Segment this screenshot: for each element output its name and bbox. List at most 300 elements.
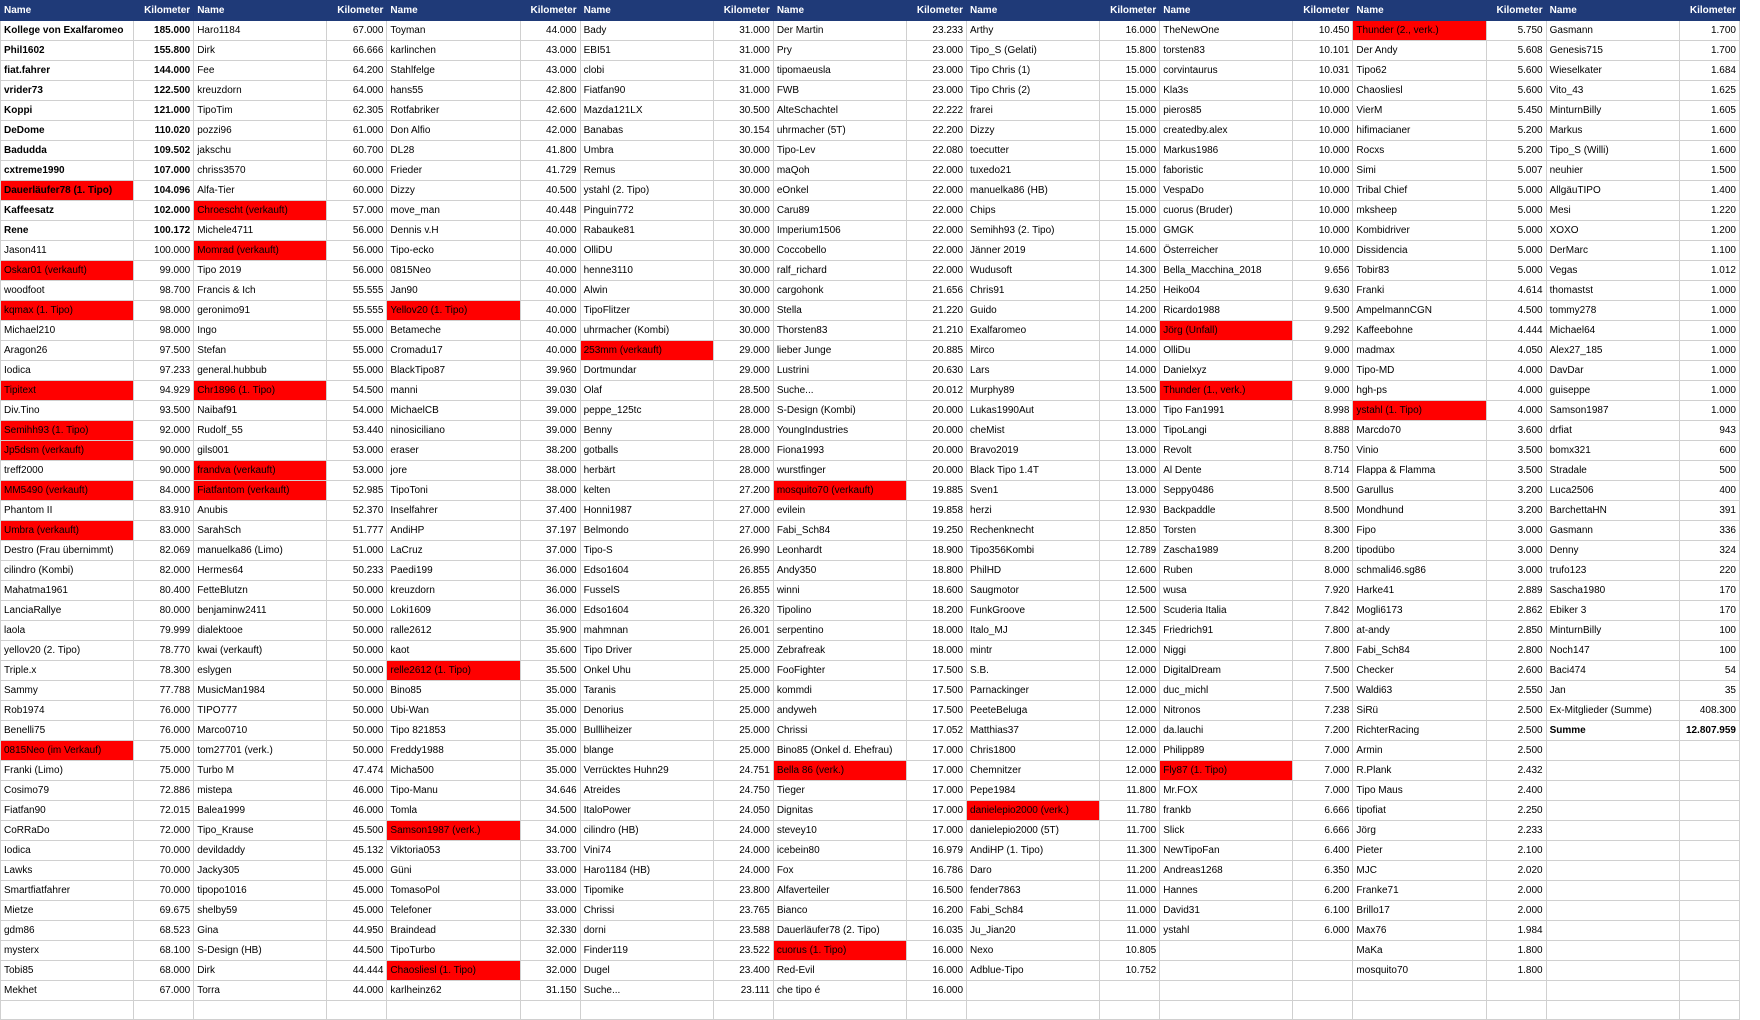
name-cell[interactable]: clobi [580,61,713,81]
name-cell[interactable] [194,1001,327,1020]
km-cell[interactable] [1679,801,1739,821]
name-cell[interactable]: treff2000 [1,461,134,481]
km-cell[interactable]: 51.000 [327,541,387,561]
km-cell[interactable]: 1.800 [1486,941,1546,961]
name-cell[interactable]: MinturnBilly [1546,621,1679,641]
km-cell[interactable]: 6.400 [1293,841,1353,861]
name-cell[interactable]: Smartfiatfahrer [1,881,134,901]
name-cell[interactable]: Chaosliesl [1353,81,1486,101]
name-cell[interactable]: vrider73 [1,81,134,101]
km-cell[interactable]: 12.789 [1100,541,1160,561]
km-cell[interactable]: 66.666 [327,41,387,61]
km-cell[interactable]: 22.200 [907,121,967,141]
name-cell[interactable]: Semihh93 (1. Tipo) [1,421,134,441]
km-cell[interactable]: 11.200 [1100,861,1160,881]
name-cell[interactable]: cuorus (Bruder) [1160,201,1293,221]
name-cell[interactable]: stevey10 [773,821,906,841]
km-cell[interactable]: 40.500 [520,181,580,201]
name-cell[interactable]: David31 [1160,901,1293,921]
name-cell[interactable]: thomastst [1546,281,1679,301]
km-cell[interactable]: 170 [1679,601,1739,621]
name-cell[interactable]: Güni [387,861,520,881]
name-cell[interactable]: wusa [1160,581,1293,601]
name-cell[interactable]: Stella [773,301,906,321]
km-cell[interactable]: 54 [1679,661,1739,681]
name-cell[interactable]: andyweh [773,701,906,721]
km-cell[interactable]: 336 [1679,521,1739,541]
km-cell[interactable]: 121.000 [134,101,194,121]
km-cell[interactable]: 61.000 [327,121,387,141]
km-cell[interactable]: 50.000 [327,641,387,661]
name-cell[interactable]: Dirk [194,961,327,981]
name-cell[interactable]: Mahatma1961 [1,581,134,601]
km-cell[interactable]: 5.600 [1486,61,1546,81]
name-cell[interactable]: kwai (verkauft) [194,641,327,661]
km-cell[interactable]: 12.000 [1100,661,1160,681]
name-cell[interactable]: yellov20 (2. Tipo) [1,641,134,661]
name-cell[interactable]: Fiona1993 [773,441,906,461]
km-cell[interactable]: 7.800 [1293,641,1353,661]
name-cell[interactable] [1546,801,1679,821]
km-cell[interactable]: 40.000 [520,261,580,281]
name-cell[interactable]: Mr.FOX [1160,781,1293,801]
km-cell[interactable]: 17.000 [907,741,967,761]
name-cell[interactable]: Rabauke81 [580,221,713,241]
km-cell[interactable]: 23.400 [713,961,773,981]
name-cell[interactable]: danielepio2000 (5T) [967,821,1100,841]
name-cell[interactable]: TipoTurbo [387,941,520,961]
name-cell[interactable]: cilindro (Kombi) [1,561,134,581]
name-cell[interactable]: cxtreme1990 [1,161,134,181]
km-cell[interactable]: 28.000 [713,401,773,421]
km-cell[interactable]: 13.000 [1100,441,1160,461]
km-cell[interactable]: 18.000 [907,641,967,661]
name-cell[interactable]: S-Design (Kombi) [773,401,906,421]
km-cell[interactable] [1679,981,1739,1001]
km-cell[interactable]: 100 [1679,641,1739,661]
name-cell[interactable]: fiat.fahrer [1,61,134,81]
km-cell[interactable]: 94.929 [134,381,194,401]
name-cell[interactable] [1353,981,1486,1001]
name-cell[interactable]: Tipo356Kombi [967,541,1100,561]
km-cell[interactable]: 44.500 [327,941,387,961]
name-cell[interactable]: mosquito70 (verkauft) [773,481,906,501]
name-cell[interactable]: Samson1987 [1546,401,1679,421]
km-cell[interactable]: 40.000 [520,301,580,321]
name-cell[interactable]: Andy350 [773,561,906,581]
name-cell[interactable]: Der Andy [1353,41,1486,61]
km-cell[interactable]: 1.200 [1679,221,1739,241]
name-cell[interactable]: Markus [1546,121,1679,141]
name-cell[interactable]: Umbra (verkauft) [1,521,134,541]
km-cell[interactable]: 7.842 [1293,601,1353,621]
name-cell[interactable]: Jan [1546,681,1679,701]
km-cell[interactable]: 56.000 [327,261,387,281]
km-cell[interactable]: 31.000 [713,41,773,61]
name-cell[interactable]: MinturnBilly [1546,101,1679,121]
km-cell[interactable]: 500 [1679,461,1739,481]
name-cell[interactable]: peppe_125tc [580,401,713,421]
name-cell[interactable]: Paedi199 [387,561,520,581]
km-cell[interactable]: 15.800 [1100,41,1160,61]
name-cell[interactable]: Alfa-Tier [194,181,327,201]
km-cell[interactable]: 55.555 [327,281,387,301]
km-cell[interactable]: 46.000 [327,781,387,801]
km-cell[interactable]: 10.000 [1293,201,1353,221]
name-cell[interactable]: Suche... [580,981,713,1001]
name-cell[interactable]: Heiko04 [1160,281,1293,301]
km-cell[interactable]: 15.000 [1100,141,1160,161]
km-cell[interactable]: 30.500 [713,101,773,121]
km-cell[interactable]: 12.000 [1100,761,1160,781]
name-cell[interactable]: Michael64 [1546,321,1679,341]
km-cell[interactable]: 35.000 [520,701,580,721]
name-cell[interactable]: Oskar01 (verkauft) [1,261,134,281]
name-cell[interactable]: relle2612 (1. Tipo) [387,661,520,681]
name-cell[interactable]: Bravo2019 [967,441,1100,461]
km-cell[interactable]: 12.000 [1100,741,1160,761]
name-cell[interactable]: Stahlfelge [387,61,520,81]
name-cell[interactable]: Saugmotor [967,581,1100,601]
name-cell[interactable]: GMGK [1160,221,1293,241]
km-cell[interactable]: 34.000 [520,821,580,841]
name-cell[interactable]: TipoLangi [1160,421,1293,441]
km-cell[interactable]: 10.000 [1293,221,1353,241]
name-cell[interactable]: Ex-Mitglieder (Summe) [1546,701,1679,721]
name-cell[interactable]: Finder119 [580,941,713,961]
km-cell[interactable] [134,1001,194,1020]
km-cell[interactable]: 15.000 [1100,181,1160,201]
km-cell[interactable]: 23.522 [713,941,773,961]
name-cell[interactable]: kaot [387,641,520,661]
km-cell[interactable]: 28.000 [713,461,773,481]
km-cell[interactable]: 35.000 [520,681,580,701]
name-cell[interactable]: henne3110 [580,261,713,281]
km-cell[interactable]: 4.614 [1486,281,1546,301]
km-cell[interactable] [1679,961,1739,981]
name-cell[interactable]: ralf_richard [773,261,906,281]
km-cell[interactable]: 11.000 [1100,921,1160,941]
km-cell[interactable]: 43.000 [520,61,580,81]
name-cell[interactable]: Jp5dsm (verkauft) [1,441,134,461]
km-cell[interactable] [1679,1001,1739,1020]
km-cell[interactable]: 12.000 [1100,721,1160,741]
name-cell[interactable]: MusicMan1984 [194,681,327,701]
km-cell[interactable]: 15.000 [1100,201,1160,221]
km-cell[interactable]: 68.523 [134,921,194,941]
km-cell[interactable]: 18.800 [907,561,967,581]
name-cell[interactable]: RichterRacing [1353,721,1486,741]
km-cell[interactable]: 50.000 [327,621,387,641]
name-cell[interactable]: Rechenknecht [967,521,1100,541]
km-cell[interactable]: 25.000 [713,661,773,681]
name-cell[interactable]: Simi [1353,161,1486,181]
km-cell[interactable]: 6.666 [1293,801,1353,821]
km-cell[interactable]: 36.000 [520,601,580,621]
name-cell[interactable]: Momrad (verkauft) [194,241,327,261]
name-cell[interactable]: Armin [1353,741,1486,761]
km-cell[interactable]: 1.400 [1679,181,1739,201]
name-cell[interactable]: YoungIndustries [773,421,906,441]
km-cell[interactable]: 76.000 [134,721,194,741]
name-cell[interactable]: manni [387,381,520,401]
km-cell[interactable]: 24.751 [713,761,773,781]
km-cell[interactable]: 155.800 [134,41,194,61]
name-cell[interactable]: cilindro (HB) [580,821,713,841]
km-cell[interactable]: 30.000 [713,321,773,341]
name-cell[interactable]: Tipo_S (Gelati) [967,41,1100,61]
name-cell[interactable]: Lustrini [773,361,906,381]
km-cell[interactable]: 16.000 [907,981,967,1001]
name-cell[interactable]: ItaloPower [580,801,713,821]
name-cell[interactable] [1160,961,1293,981]
km-cell[interactable]: 44.000 [327,981,387,1001]
name-cell[interactable]: Onkel Uhu [580,661,713,681]
name-cell[interactable]: Fly87 (1. Tipo) [1160,761,1293,781]
name-cell[interactable]: Denorius [580,701,713,721]
name-cell[interactable]: neuhier [1546,161,1679,181]
name-cell[interactable]: eOnkel [773,181,906,201]
km-cell[interactable]: 391 [1679,501,1739,521]
km-cell[interactable]: 78.770 [134,641,194,661]
name-cell[interactable]: Tipo_S (Willi) [1546,141,1679,161]
name-cell[interactable]: ystahl (1. Tipo) [1353,401,1486,421]
km-cell[interactable]: 22.222 [907,101,967,121]
km-cell[interactable]: 25.000 [713,701,773,721]
km-cell[interactable] [1679,941,1739,961]
km-cell[interactable]: 2.000 [1486,901,1546,921]
km-cell[interactable]: 14.000 [1100,361,1160,381]
header-name[interactable]: Name [1,1,134,21]
name-cell[interactable]: uhrmacher (Kombi) [580,321,713,341]
name-cell[interactable]: Ricardo1988 [1160,301,1293,321]
km-cell[interactable]: 16.000 [907,941,967,961]
km-cell[interactable]: 1.605 [1679,101,1739,121]
name-cell[interactable]: Rene [1,221,134,241]
name-cell[interactable]: Mesi [1546,201,1679,221]
name-cell[interactable]: uhrmacher (5T) [773,121,906,141]
km-cell[interactable]: 1.000 [1679,321,1739,341]
name-cell[interactable]: Bella_Macchina_2018 [1160,261,1293,281]
name-cell[interactable]: Ubi-Wan [387,701,520,721]
km-cell[interactable]: 53.000 [327,441,387,461]
name-cell[interactable]: Tipo Chris (2) [967,81,1100,101]
km-cell[interactable]: 57.000 [327,201,387,221]
km-cell[interactable]: 68.100 [134,941,194,961]
name-cell[interactable]: TheNewOne [1160,21,1293,41]
km-cell[interactable]: 5.000 [1486,221,1546,241]
km-cell[interactable]: 50.233 [327,561,387,581]
km-cell[interactable] [1679,861,1739,881]
name-cell[interactable]: Dirk [194,41,327,61]
name-cell[interactable]: Chaosliesl (1. Tipo) [387,961,520,981]
km-cell[interactable]: 11.800 [1100,781,1160,801]
name-cell[interactable] [1160,941,1293,961]
km-cell[interactable]: 30.000 [713,241,773,261]
km-cell[interactable]: 21.656 [907,281,967,301]
km-cell[interactable]: 20.000 [907,461,967,481]
name-cell[interactable]: DerMarc [1546,241,1679,261]
name-cell[interactable]: shelby59 [194,901,327,921]
km-cell[interactable]: 40.448 [520,201,580,221]
km-cell[interactable]: 11.000 [1100,881,1160,901]
name-cell[interactable]: Yellov20 (1. Tipo) [387,301,520,321]
name-cell[interactable]: Cosimo79 [1,781,134,801]
km-cell[interactable]: 7.800 [1293,621,1353,641]
name-cell[interactable]: Bella 86 (verk.) [773,761,906,781]
km-cell[interactable]: 19.250 [907,521,967,541]
km-cell[interactable]: 20.012 [907,381,967,401]
header-km[interactable]: Kilometer [327,1,387,21]
name-cell[interactable] [1546,781,1679,801]
name-cell[interactable]: hgh-ps [1353,381,1486,401]
name-cell[interactable]: Kombidriver [1353,221,1486,241]
name-cell[interactable]: icebein80 [773,841,906,861]
km-cell[interactable]: 3.000 [1486,521,1546,541]
km-cell[interactable]: 10.000 [1293,81,1353,101]
name-cell[interactable]: Fox [773,861,906,881]
name-cell[interactable]: Scuderia Italia [1160,601,1293,621]
name-cell[interactable]: Ju_Jian20 [967,921,1100,941]
km-cell[interactable]: 1.000 [1679,361,1739,381]
km-cell[interactable]: 40.000 [520,341,580,361]
km-cell[interactable]: 68.000 [134,961,194,981]
km-cell[interactable] [713,1001,773,1020]
header-km[interactable]: Kilometer [1293,1,1353,21]
km-cell[interactable]: 5.600 [1486,81,1546,101]
km-cell[interactable]: 5.000 [1486,201,1546,221]
name-cell[interactable]: Chrissi [773,721,906,741]
km-cell[interactable]: 1.000 [1679,401,1739,421]
name-cell[interactable]: Philipp89 [1160,741,1293,761]
name-cell[interactable]: fender7863 [967,881,1100,901]
km-cell[interactable]: 100.172 [134,221,194,241]
km-cell[interactable]: 29.000 [713,361,773,381]
km-cell[interactable]: 1.000 [1679,281,1739,301]
km-cell[interactable]: 16.035 [907,921,967,941]
name-cell[interactable]: OlliDU [580,241,713,261]
name-cell[interactable]: MichaelCB [387,401,520,421]
km-cell[interactable]: 13.000 [1100,421,1160,441]
name-cell[interactable]: gils001 [194,441,327,461]
km-cell[interactable]: 50.000 [327,681,387,701]
km-cell[interactable]: 25.000 [713,741,773,761]
km-cell[interactable]: 31.000 [713,81,773,101]
name-cell[interactable]: AndiHP (1. Tipo) [967,841,1100,861]
km-cell[interactable]: 9.500 [1293,301,1353,321]
name-cell[interactable]: TipoToni [387,481,520,501]
km-cell[interactable]: 98.000 [134,301,194,321]
name-cell[interactable]: Thorsten83 [773,321,906,341]
name-cell[interactable]: Tipo Driver [580,641,713,661]
name-cell[interactable]: Jörg (Unfall) [1160,321,1293,341]
km-cell[interactable]: 15.000 [1100,221,1160,241]
name-cell[interactable]: Fiatfan90 [580,81,713,101]
km-cell[interactable]: 22.000 [907,261,967,281]
name-cell[interactable] [1546,741,1679,761]
km-cell[interactable]: 60.700 [327,141,387,161]
name-cell[interactable]: Chips [967,201,1100,221]
name-cell[interactable]: Mondhund [1353,501,1486,521]
name-cell[interactable]: move_man [387,201,520,221]
name-cell[interactable]: serpentino [773,621,906,641]
name-cell[interactable]: TipoTim [194,101,327,121]
name-cell[interactable]: tipofiat [1353,801,1486,821]
name-cell[interactable]: FetteBlutzn [194,581,327,601]
km-cell[interactable] [1679,901,1739,921]
name-cell[interactable]: S-Design (HB) [194,941,327,961]
name-cell[interactable] [1546,881,1679,901]
km-cell[interactable]: 20.000 [907,401,967,421]
name-cell[interactable]: Revolt [1160,441,1293,461]
name-cell[interactable]: kreuzdorn [194,81,327,101]
name-cell[interactable]: Stefan [194,341,327,361]
name-cell[interactable]: Tobir83 [1353,261,1486,281]
km-cell[interactable]: 34.500 [520,801,580,821]
header-name[interactable]: Name [1160,1,1293,21]
name-cell[interactable]: manuelka86 (Limo) [194,541,327,561]
name-cell[interactable]: frarei [967,101,1100,121]
name-cell[interactable]: DavDar [1546,361,1679,381]
km-cell[interactable]: 23.111 [713,981,773,1001]
name-cell[interactable]: mksheep [1353,201,1486,221]
name-cell[interactable]: lieber Junge [773,341,906,361]
name-cell[interactable]: tipomaeusla [773,61,906,81]
name-cell[interactable]: che tipo é [773,981,906,1001]
km-cell[interactable]: 7.200 [1293,721,1353,741]
name-cell[interactable]: Denny [1546,541,1679,561]
km-cell[interactable]: 5.000 [1486,241,1546,261]
name-cell[interactable]: ystahl [1160,921,1293,941]
name-cell[interactable]: Fee [194,61,327,81]
name-cell[interactable]: kelten [580,481,713,501]
name-cell[interactable]: Vito_43 [1546,81,1679,101]
header-name[interactable]: Name [580,1,713,21]
name-cell[interactable]: Nexo [967,941,1100,961]
km-cell[interactable]: 75.000 [134,741,194,761]
km-cell[interactable]: 1.800 [1486,961,1546,981]
km-cell[interactable]: 56.000 [327,221,387,241]
km-cell[interactable]: 12.850 [1100,521,1160,541]
name-cell[interactable]: Michele4711 [194,221,327,241]
km-cell[interactable]: 45.000 [327,861,387,881]
name-cell[interactable]: mahmnan [580,621,713,641]
km-cell[interactable]: 18.200 [907,601,967,621]
name-cell[interactable]: Dignitas [773,801,906,821]
km-cell[interactable]: 10.000 [1293,161,1353,181]
km-cell[interactable]: 23.000 [907,41,967,61]
km-cell[interactable]: 20.000 [907,421,967,441]
name-cell[interactable]: Turbo M [194,761,327,781]
km-cell[interactable]: 31.000 [713,61,773,81]
name-cell[interactable]: Fabi_Sch84 [967,901,1100,921]
name-cell[interactable]: ystahl (2. Tipo) [580,181,713,201]
km-cell[interactable]: 44.950 [327,921,387,941]
km-cell[interactable]: 90.000 [134,441,194,461]
name-cell[interactable]: Wudusoft [967,261,1100,281]
name-cell[interactable]: da.lauchi [1160,721,1293,741]
name-cell[interactable]: Pinguin772 [580,201,713,221]
km-cell[interactable]: 1.012 [1679,261,1739,281]
name-cell[interactable]: Div.Tino [1,401,134,421]
km-cell[interactable]: 24.000 [713,841,773,861]
km-cell[interactable]: 30.000 [713,281,773,301]
name-cell[interactable]: Jacky305 [194,861,327,881]
km-cell[interactable]: 27.000 [713,501,773,521]
km-cell[interactable]: 7.000 [1293,741,1353,761]
name-cell[interactable]: Noch147 [1546,641,1679,661]
name-cell[interactable]: drfiat [1546,421,1679,441]
